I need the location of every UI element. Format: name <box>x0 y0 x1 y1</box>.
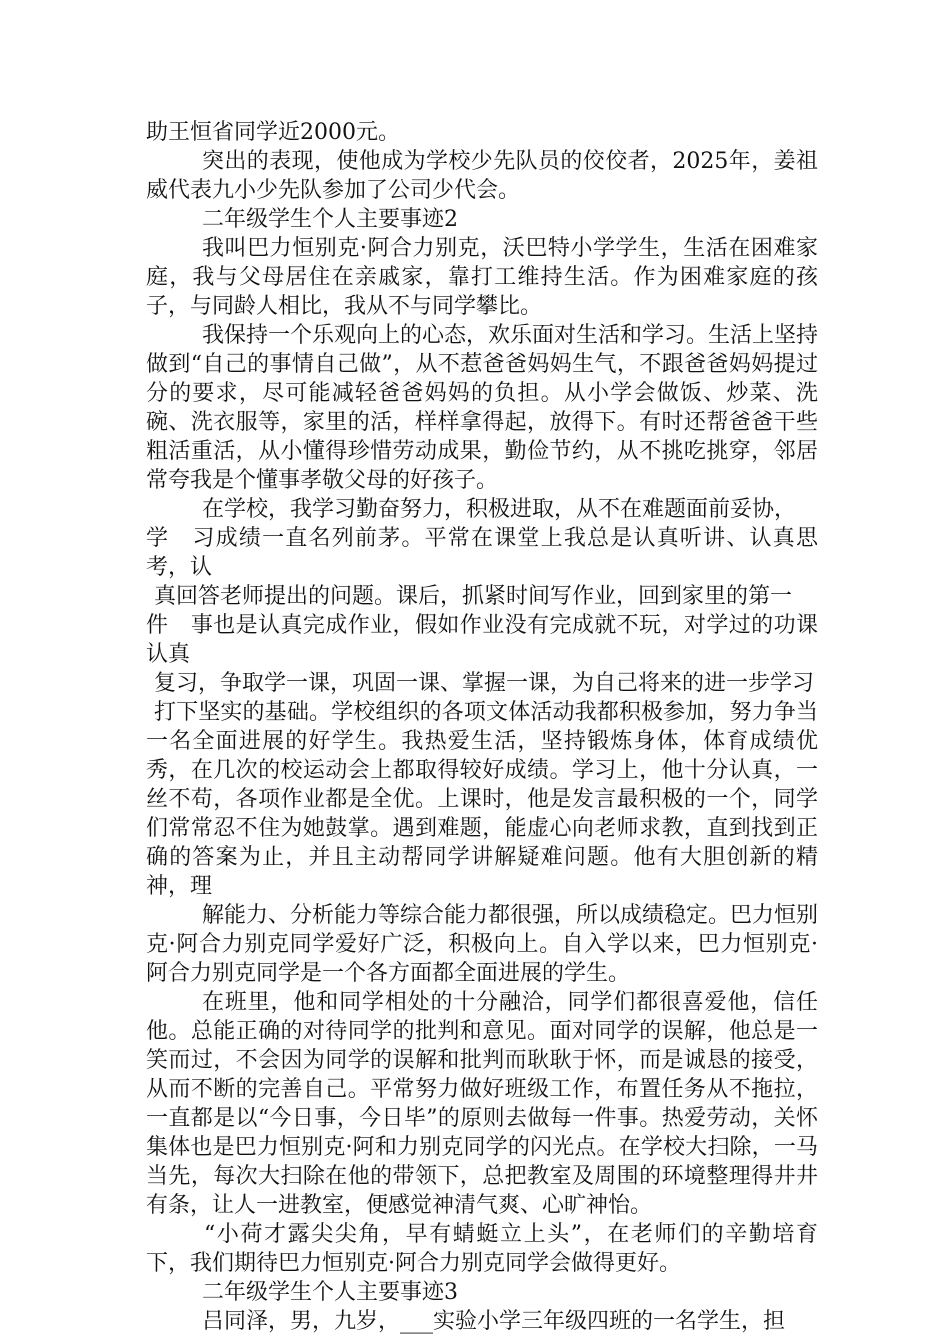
section-heading-2: 二年级学生个人主要事迹2 <box>202 207 458 232</box>
paragraph-6b: 件 事也是认真完成作业，假如作业没有完成就不玩，对学过的功课认真 <box>146 613 818 667</box>
paragraph-11: “小荷才露尖尖角，早有蜻蜓立上头”，在老师们的辛勤培育下，我们期待巴力恒别克·阿合力别克同学会做得更好。 <box>146 1222 818 1276</box>
document-page <box>146 118 818 1336</box>
paragraph-2: 突出的表现，使他成为学校少先队员的佼佼者，2025年，姜祖威代表九小少先队参加了公司少代会。 <box>146 149 818 203</box>
section-heading-3: 二年级学生个人主要事迹3 <box>202 1280 458 1305</box>
paragraph-1: 助王恒省同学近2000元。 <box>146 120 400 145</box>
paragraph-5a: 在学校，我学习勤奋努力，积极进取，从不在难题面前妥协， <box>202 497 797 522</box>
paragraph-8: 打下坚实的基础。学校组织的各项文体活动我都积极参加，努力争当一名全面进展的好学生。我热爱生活，坚持锻炼身体，体育成绩优秀，在几次的校运动会上都取得较好成绩。学习上，他十分认真，一丝不苟，各项作业都是全优。上课时，他是发言最积极的一个，同学们常常忍不住为她鼓掌。遇到难题，能虚心向老师求教，直到找到正确的答案为止，并且主动帮同学讲解疑难问题。他有大胆创新的精神，理 <box>146 700 818 899</box>
paragraph-6a: 真回答老师提出的问题。课后，抓紧时间写作业，回到家里的第一 <box>154 584 793 609</box>
paragraph-9: 解能力、分析能力等综合能力都很强，所以成绩稳定。巴力恒别克·阿合力别克同学爱好广泛，积极向上。自入学以来，巴力恒别克·阿合力别克同学是一个各方面都全面进展的学生。 <box>146 903 819 986</box>
paragraph-7: 复习，争取学一课，巩固一课、掌握一课，为自己将来的进一步学习 <box>154 671 815 696</box>
paragraph-5b: 学 习成绩一直名列前茅。平常在课堂上我总是认真听讲、认真思考，认 <box>146 526 818 580</box>
paragraph-3: 我叫巴力恒别克·阿合力别克，沃巴特小学学生，生活在困难家庭，我与父母居住在亲戚家，靠打工维持生活。作为困难家庭的孩子，与同龄人相比，我从不与同学攀比。 <box>146 236 818 319</box>
paragraph-4: 我保持一个乐观向上的心态，欢乐面对生活和学习。生活上坚持做到“自己的事情自己做”，从不惹爸爸妈妈生气，不跟爸爸妈妈提过分的要求，尽可能减轻爸爸妈妈的负担。从小学会做饭、炒菜、洗碗、洗衣服等，家里的活，样样拿得起，放得下。有时还帮爸爸干些粗活重活，从小懂得珍惜劳动成果，勤俭节约，从不挑吃挑穿，邻居常夸我是个懂事孝敬父母的好孩子。 <box>146 323 819 493</box>
paragraph-10: 在班里，他和同学相处的十分融洽，同学们都很喜爱他，信任他。总能正确的对待同学的批判和意见。面对同学的误解，他总是一笑而过，不会因为同学的误解和批判而耿耿于怀，而是诚恳的接受，从而不断的完善自己。平常努力做好班级工作，布置任务从不拖拉，一直都是以“今日事，今日毕”的原则去做每一件事。热爱劳动，关怀集体也是巴力恒别克·阿和力别克同学的闪光点。在学校大扫除，一马当先，每次大扫除在他的带领下，总把教室及周围的环境整理得井井有条，让人一进教室，便感觉神清气爽、心旷神怡。 <box>146 990 818 1218</box>
paragraph-12: 吕同泽，男，九岁，___实验小学三年级四班的一名学生，担 <box>202 1309 786 1334</box>
